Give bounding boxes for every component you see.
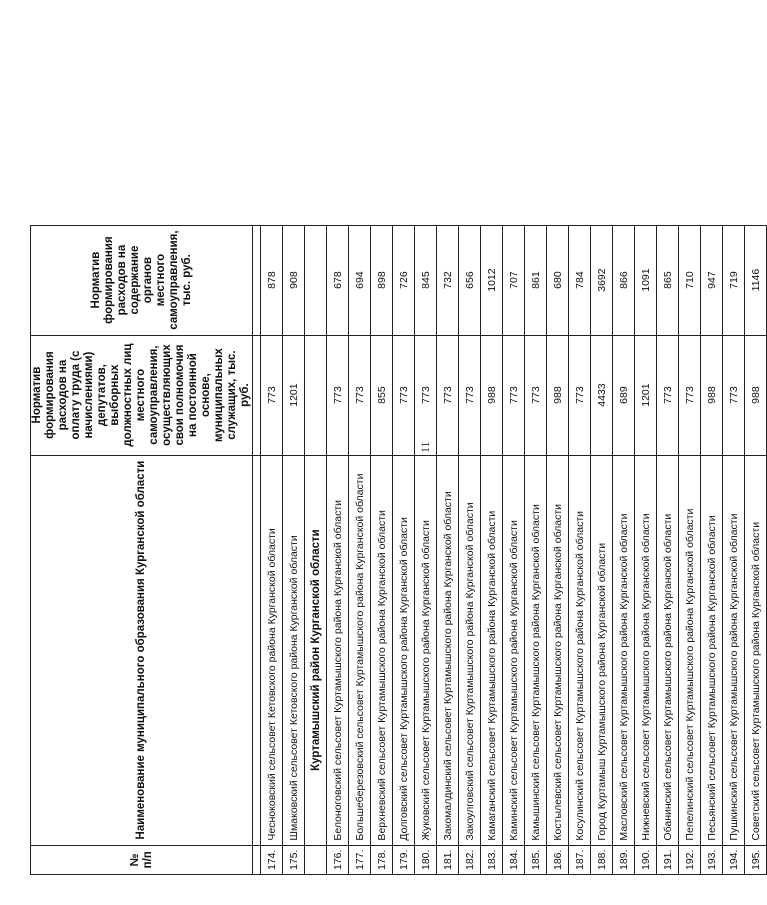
row-number: 182.: [459, 845, 481, 874]
table-row: [635, 225, 657, 874]
row-number: 175.: [283, 845, 305, 874]
row-maintenance-norm: 656: [459, 225, 481, 335]
table-row: [349, 225, 371, 874]
page-number: 11: [418, 441, 432, 453]
row-name: Шмаковский сельсовет Кетовского района Курганской области: [283, 455, 305, 845]
table-row: [679, 225, 701, 874]
row-wage-norm: 988: [745, 335, 767, 455]
row-number: 186.: [547, 845, 569, 874]
row-number: 195.: [745, 845, 767, 874]
row-wage-norm: 773: [415, 335, 437, 455]
row-number: 193.: [701, 845, 723, 874]
row-maintenance-norm: 1146: [745, 225, 767, 335]
table-header-row: [31, 225, 253, 874]
row-name: Пушкинский сельсовет Куртамышского района Курганской области: [723, 455, 745, 845]
row-number: 176.: [327, 845, 349, 874]
row-maintenance-norm: 947: [701, 225, 723, 335]
row-wage-norm: 855: [371, 335, 393, 455]
row-maintenance-norm: 694: [349, 225, 371, 335]
row-number: 188.: [591, 845, 613, 874]
row-name: Долговский сельсовет Куртамышского района Курганской области: [393, 455, 415, 845]
row-maintenance-norm: 784: [569, 225, 591, 335]
rows-ketovsky: [261, 225, 305, 874]
table-row: [569, 225, 591, 874]
municipal-norms-table: [30, 225, 767, 875]
row-name: Закоулговский сельсовет Куртамышского района Курганской области: [459, 455, 481, 845]
row-wage-norm: 773: [503, 335, 525, 455]
row-name: Косулинский сельсовет Куртамышского района Курганской области: [569, 455, 591, 845]
row-maintenance-norm: 865: [657, 225, 679, 335]
header-wage-norm: Норматив формирования расходов на оплату труда (с начислениями) депутатов, выборных должностных лиц местного самоуправления, осуществляющих свои полномочия на постоянной основе, муниципальных служащих, тыс. руб.: [31, 335, 253, 455]
row-number: 177.: [349, 845, 371, 874]
row-wage-norm: 4433: [591, 335, 613, 455]
row-maintenance-norm: 1091: [635, 225, 657, 335]
row-number: 190.: [635, 845, 657, 874]
table-row: [393, 225, 415, 874]
row-name: Жуковский сельсовет Куртамышского района Курганской области: [415, 455, 437, 845]
table-row: [723, 225, 745, 874]
row-wage-norm: 773: [657, 335, 679, 455]
row-maintenance-norm: 908: [283, 225, 305, 335]
row-name: Камышинский сельсовет Куртамышского района Курганской области: [525, 455, 547, 845]
row-number: 174.: [261, 845, 283, 874]
row-maintenance-norm: 878: [261, 225, 283, 335]
row-name: Советский сельсовет Куртамышского района Курганской области: [745, 455, 767, 845]
table-row: [503, 225, 525, 874]
row-number: 192.: [679, 845, 701, 874]
row-maintenance-norm: 3692: [591, 225, 613, 335]
rows-kurtamysh: [327, 225, 767, 874]
header-spacer-row: [253, 225, 261, 874]
row-maintenance-norm: 707: [503, 225, 525, 335]
row-name: Песьянский сельсовет Куртамышского района Курганской области: [701, 455, 723, 845]
row-name: Обанинский сельсовет Куртамышского района Курганской области: [657, 455, 679, 845]
row-number: 184.: [503, 845, 525, 874]
row-maintenance-norm: 845: [415, 225, 437, 335]
row-wage-norm: 773: [569, 335, 591, 455]
header-name: Наименование муниципального образования Курганской области: [31, 455, 253, 845]
table-row: [371, 225, 393, 874]
section-kurtamysh: [305, 225, 327, 874]
table-row: [701, 225, 723, 874]
section-row: [305, 225, 327, 874]
table-row: [525, 225, 547, 874]
header-maintenance-norm: Норматив формирования расходов на содержание органов местного самоуправления, тыс. руб.: [31, 225, 253, 335]
row-maintenance-norm: 732: [437, 225, 459, 335]
row-number: 187.: [569, 845, 591, 874]
row-maintenance-norm: 866: [613, 225, 635, 335]
row-name: Камаганский сельсовет Куртамышского района Курганской области: [481, 455, 503, 845]
row-name: Масловский сельсовет Куртамышского района Курганской области: [613, 455, 635, 845]
row-wage-norm: 773: [327, 335, 349, 455]
table-row: [481, 225, 503, 874]
row-wage-norm: 773: [459, 335, 481, 455]
table-row: [459, 225, 481, 874]
row-number: 191.: [657, 845, 679, 874]
row-maintenance-norm: 1012: [481, 225, 503, 335]
row-number: 189.: [613, 845, 635, 874]
row-name: Закомалдинский сельсовет Куртамышского района Курганской области: [437, 455, 459, 845]
row-name: Белоноговский сельсовет Куртамышского района Курганской области: [327, 455, 349, 845]
table-row: [261, 225, 283, 874]
row-maintenance-norm: 710: [679, 225, 701, 335]
row-number: 180.: [415, 845, 437, 874]
table-row: [327, 225, 349, 874]
row-name: Верхневский сельсовет Куртамышского района Курганской области: [371, 455, 393, 845]
row-maintenance-norm: 719: [723, 225, 745, 335]
table-row: [745, 225, 767, 874]
row-wage-norm: 773: [349, 335, 371, 455]
row-wage-norm: 773: [679, 335, 701, 455]
header-number: № п/п: [31, 845, 253, 874]
row-number: 185.: [525, 845, 547, 874]
row-number: 194.: [723, 845, 745, 874]
row-name: Пепелинский сельсовет Куртамышского района Курганской области: [679, 455, 701, 845]
table-row: [613, 225, 635, 874]
row-number: 179.: [393, 845, 415, 874]
row-wage-norm: 773: [393, 335, 415, 455]
row-number: 181.: [437, 845, 459, 874]
table-row: [657, 225, 679, 874]
row-name: Костылевский сельсовет Куртамышского района Курганской области: [547, 455, 569, 845]
row-wage-norm: 988: [701, 335, 723, 455]
row-name: Город Куртамыш Куртамышского района Курганской области: [591, 455, 613, 845]
row-maintenance-norm: 680: [547, 225, 569, 335]
row-wage-norm: 1201: [283, 335, 305, 455]
section-title: Куртамышский район Курганской области: [305, 455, 327, 845]
row-wage-norm: 773: [261, 335, 283, 455]
row-maintenance-norm: 726: [393, 225, 415, 335]
row-wage-norm: 1201: [635, 335, 657, 455]
table-row: [415, 225, 437, 874]
row-name: Большеберезовский сельсовет Куртамышского района Курганской области: [349, 455, 371, 845]
row-name: Чесноковский сельсовет Кетовского района Курганской области: [261, 455, 283, 845]
row-maintenance-norm: 898: [371, 225, 393, 335]
row-wage-norm: 988: [547, 335, 569, 455]
row-number: 178.: [371, 845, 393, 874]
row-number: 183.: [481, 845, 503, 874]
table-row: [437, 225, 459, 874]
row-maintenance-norm: 861: [525, 225, 547, 335]
row-name: Нижневский сельсовет Куртамышского района Курганской области: [635, 455, 657, 845]
table-row: [283, 225, 305, 874]
row-wage-norm: 988: [481, 335, 503, 455]
row-wage-norm: 773: [723, 335, 745, 455]
table-row: [547, 225, 569, 874]
row-wage-norm: 689: [613, 335, 635, 455]
row-maintenance-norm: 678: [327, 225, 349, 335]
row-name: Каминский сельсовет Куртамышского района Курганской области: [503, 455, 525, 845]
row-wage-norm: 773: [437, 335, 459, 455]
table-row: [591, 225, 613, 874]
row-wage-norm: 773: [525, 335, 547, 455]
